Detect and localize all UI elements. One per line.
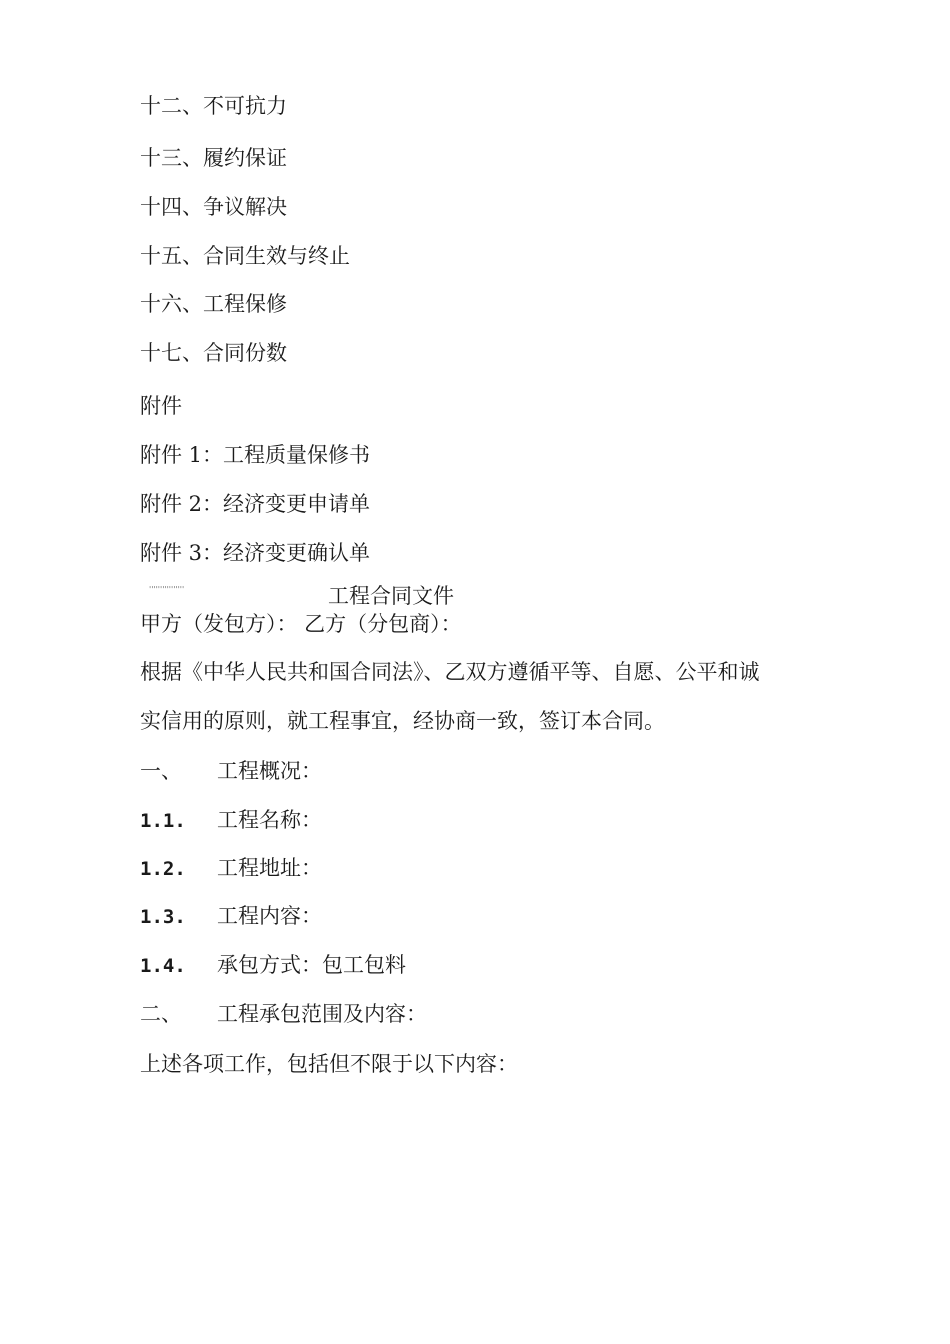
toc-item-15: 十五、合同生效与终止 [140,244,350,268]
clause-text: 工程地址： [217,856,322,880]
clause-number: 1.2. [140,858,186,880]
attachment-item-1: 附件 1：工程质量保修书 [140,443,371,467]
clause-text: 工程名称： [217,808,322,832]
clause-number: 1.4. [140,955,186,977]
toc-item-16: 十六、工程保修 [140,292,287,316]
section-1-title: 工程概况： [217,759,322,783]
section-2-number: 二、 [140,1002,182,1026]
intro-line-2: 实信用的原则，就工程事宜，经协商一致，签订本合同。 [140,709,665,733]
section-2-heading [140,1000,427,1028]
clause-number: 1.1. [140,810,186,832]
scope-note: 上述各项工作，包括但不限于以下内容： [140,1052,518,1076]
section-1-heading [140,757,322,785]
toc-item-14: 十四、争议解决 [140,195,287,219]
clause-text: 工程内容： [217,904,322,928]
toc-item-13: 十三、履约保证 [140,146,287,170]
decorative-dots: '''''''''''''''' [149,585,185,594]
contract-parties: 甲方（发包方）： 乙方（分包商）： [140,612,462,636]
clause-1-1 [140,806,322,835]
intro-line-1: 根据《中华人民共和国合同法》、乙双方遵循平等、自愿、公平和诚 [140,660,760,684]
toc-item-12: 十二、不可抗力 [140,94,287,118]
toc-item-17: 十七、合同份数 [140,341,287,365]
attachment-item-3: 附件 3：经济变更确认单 [140,541,371,565]
attachments-heading: 附件 [140,394,182,418]
clause-text: 承包方式：包工包料 [217,953,406,977]
section-2-title: 工程承包范围及内容： [217,1002,427,1026]
clause-1-2 [140,854,322,883]
section-1-number: 一、 [140,759,182,783]
clause-1-4 [140,951,406,980]
contract-title: 工程合同文件 [328,584,454,608]
clause-1-3 [140,902,322,931]
clause-number: 1.3. [140,906,186,928]
attachment-item-2: 附件 2：经济变更申请单 [140,492,371,516]
